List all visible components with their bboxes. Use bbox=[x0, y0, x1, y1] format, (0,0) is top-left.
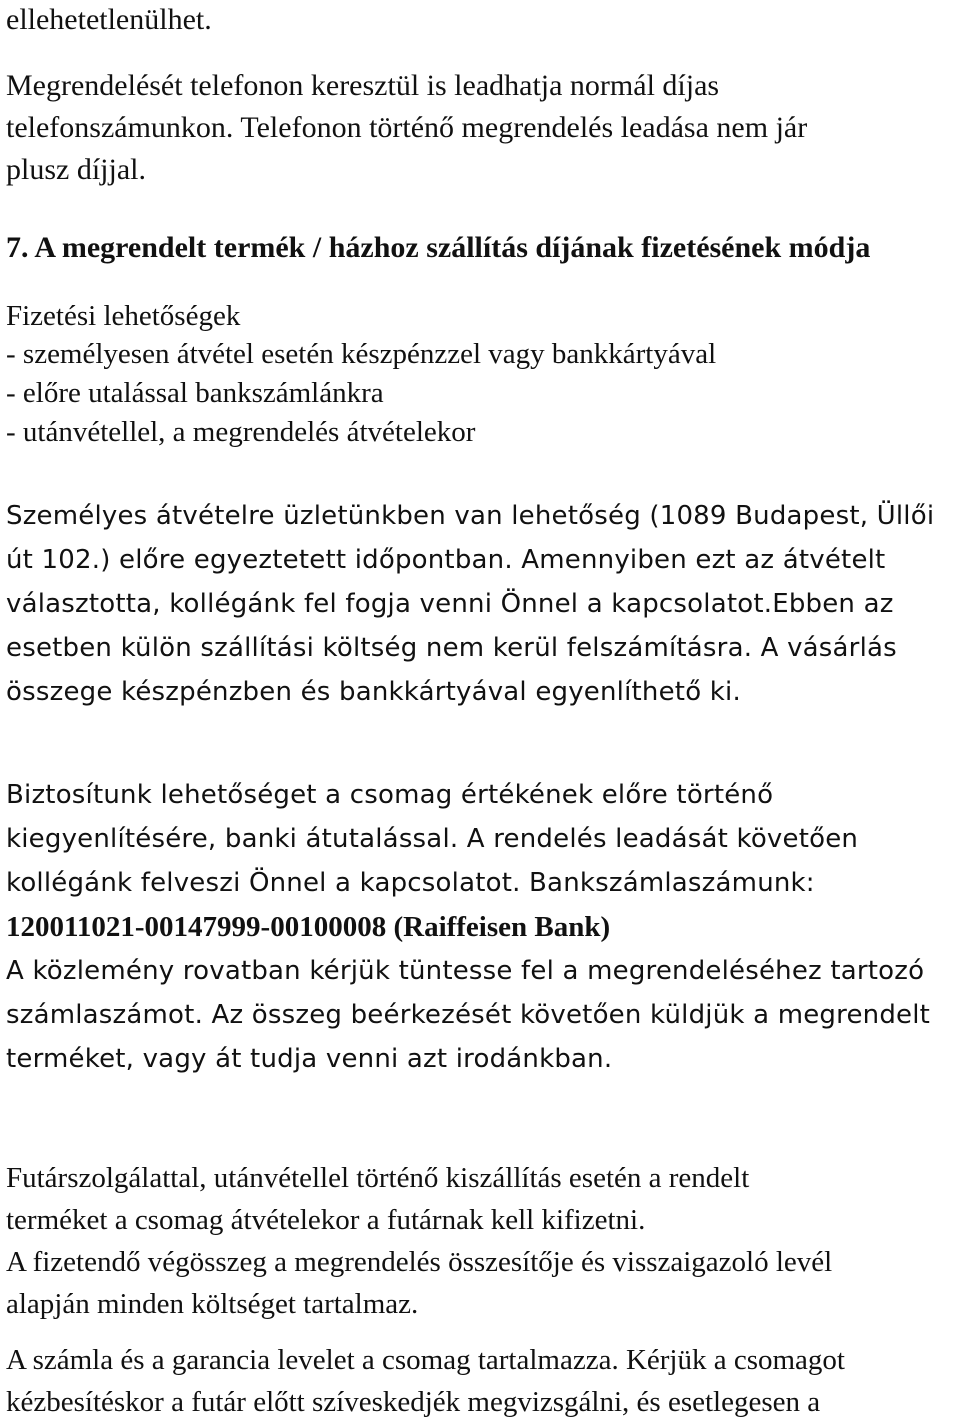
personal-line-1: Személyes átvételre üzletünkben van lehetőség (1089 Budapest, Üllői bbox=[6, 501, 935, 531]
personal-line-2: út 102.) előre egyeztetett időpontban. Amennyiben ezt az átvételt bbox=[6, 545, 886, 575]
intro-line-0: ellehetetlenülhet. bbox=[6, 3, 212, 36]
courier-line-3: A fizetendő végösszeg a megrendelés összesítője és visszaigazoló levél bbox=[6, 1246, 833, 1278]
payment-option-prepay: - előre utalással bankszámlánkra bbox=[6, 377, 384, 409]
courier-line-1: Futárszolgálattal, utánvétellel történő kiszállítás esetén a rendelt bbox=[6, 1162, 750, 1194]
personal-line-4: esetben külön szállítási költség nem kerül felszámításra. A vásárlás bbox=[6, 633, 897, 663]
transfer-line-2: kiegyenlítésére, banki átutalással. A rendelés leadását követően bbox=[6, 824, 859, 854]
payment-option-cod: - utánvétellel, a megrendelés átvételekor bbox=[6, 416, 476, 448]
payment-option-cash-card: - személyesen átvétel esetén készpénzzel vagy bankkártyával bbox=[6, 338, 717, 370]
transfer-line-3: kollégánk felveszi Önnel a kapcsolatot. Bankszámlaszámunk: bbox=[6, 868, 815, 898]
courier-line-2: terméket a csomag átvételekor a futárnak kell kifizetni. bbox=[6, 1204, 646, 1236]
intro-line-3: plusz díjjal. bbox=[6, 153, 146, 186]
transfer-line-6: számlaszámot. Az összeg beérkezését követően küldjük a megrendelt bbox=[6, 1000, 931, 1030]
intro-line-2: telefonszámunkon. Telefonon történő megrendelés leadása nem jár bbox=[6, 111, 808, 144]
transfer-line-5: A közlemény rovatban kérjük tüntesse fel a megrendeléséhez tartozó bbox=[6, 956, 925, 986]
transfer-line-1: Biztosítunk lehetőséget a csomag értékének előre történő bbox=[6, 780, 774, 810]
personal-line-5: összege készpénzben és bankkártyával egyenlíthető ki. bbox=[6, 677, 741, 707]
bank-account-number: 120011021-00147999-00100008 (Raiffeisen Bank) bbox=[6, 911, 611, 943]
payment-options-title: Fizetési lehetőségek bbox=[6, 300, 241, 332]
section-heading: 7. A megrendelt termék / házhoz szállítás díjának fizetésének módja bbox=[6, 231, 871, 264]
courier-line-5: A számla és a garancia levelet a csomag tartalmazza. Kérjük a csomagot bbox=[6, 1344, 845, 1376]
transfer-line-7: terméket, vagy át tudja venni azt irodánkban. bbox=[6, 1044, 613, 1074]
intro-line-1: Megrendelését telefonon keresztül is leadhatja normál díjas bbox=[6, 69, 720, 102]
courier-line-4: alapján minden költséget tartalmaz. bbox=[6, 1288, 419, 1320]
personal-line-3: választotta, kollégánk fel fogja venni Önnel a kapcsolatot.Ebben az bbox=[6, 589, 894, 619]
courier-line-6: kézbesítéskor a futár előtt szíveskedjék megvizsgálni, és esetlegesen a bbox=[6, 1386, 821, 1418]
